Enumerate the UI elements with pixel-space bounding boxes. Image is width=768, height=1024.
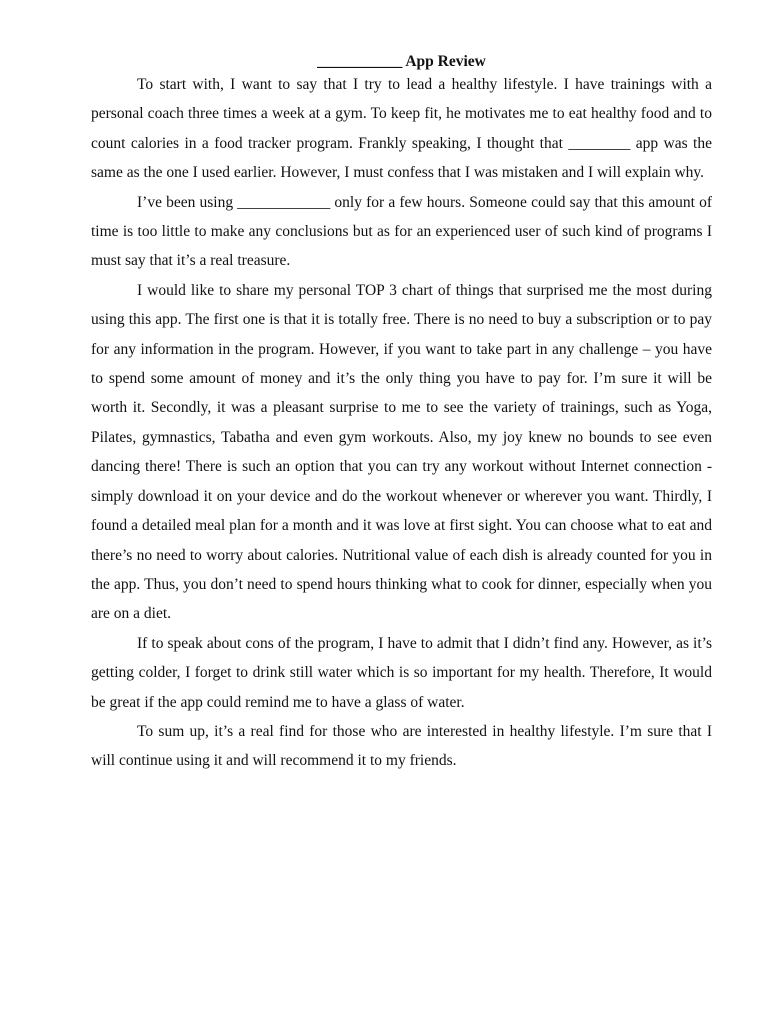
paragraph-cons: If to speak about cons of the program, I have to admit that I didn’t find any. However, as it’s getting colder, I forget to drink still water which is so important for my health. Therefore, It would be great if the app could remind me to have a glass of water. [91, 634, 712, 711]
paragraph-top3: I would like to share my personal TOP 3 chart of things that surprised me the most during using this app. The first one is that it is totally free. There is no need to buy a subscription or to pay for any information in the program. However, if you want to take part in any challenge – you have to spend some amount of money and it’s the only thing you have to pay for. I’m sure it will be worth it. Secondly, it was a pleasant surprise to me to see the variety of trainings, such as Yoga, Pilates, gymnastics, Tabatha and even gym workouts. Also, my joy knew no bounds to see even dancing there! There is such an option that you can try any workout without Internet connection - simply download it on your device and do the workout whenever or wherever you want. Thirdly, I found a detailed meal plan for a month and it was love at first sight. You can choose what to eat and there’s no need to worry about calories. Nutritional value of each dish is already counted for you in the app. Thus, you don’t need to spend hours thinking what to cook for dinner, especially when you are on a diet. [91, 281, 712, 623]
document-title: ___________ App Review [317, 53, 486, 70]
document-page [91, 50, 712, 776]
paragraph-conclusion: To sum up, it’s a real find for those who are interested in healthy lifestyle. I’m sure that I will continue using it and will recommend it to my friends. [91, 722, 712, 770]
paragraph-intro: To start with, I want to say that I try to lead a healthy lifestyle. I have trainings with a personal coach three times a week at a gym. To keep fit, he motivates me to eat healthy food and to count calories in a food tracker program. Frankly speaking, I thought that ________ app was the same as the one I used earlier. However, I must confess that I was mistaken and I will explain why. [91, 76, 712, 182]
paragraph-usage: I’ve been using ____________ only for a few hours. Someone could say that this amount of time is too little to make any conclusions but as for an experienced user of such kind of programs I must say that it’s a real treasure. [91, 193, 712, 270]
